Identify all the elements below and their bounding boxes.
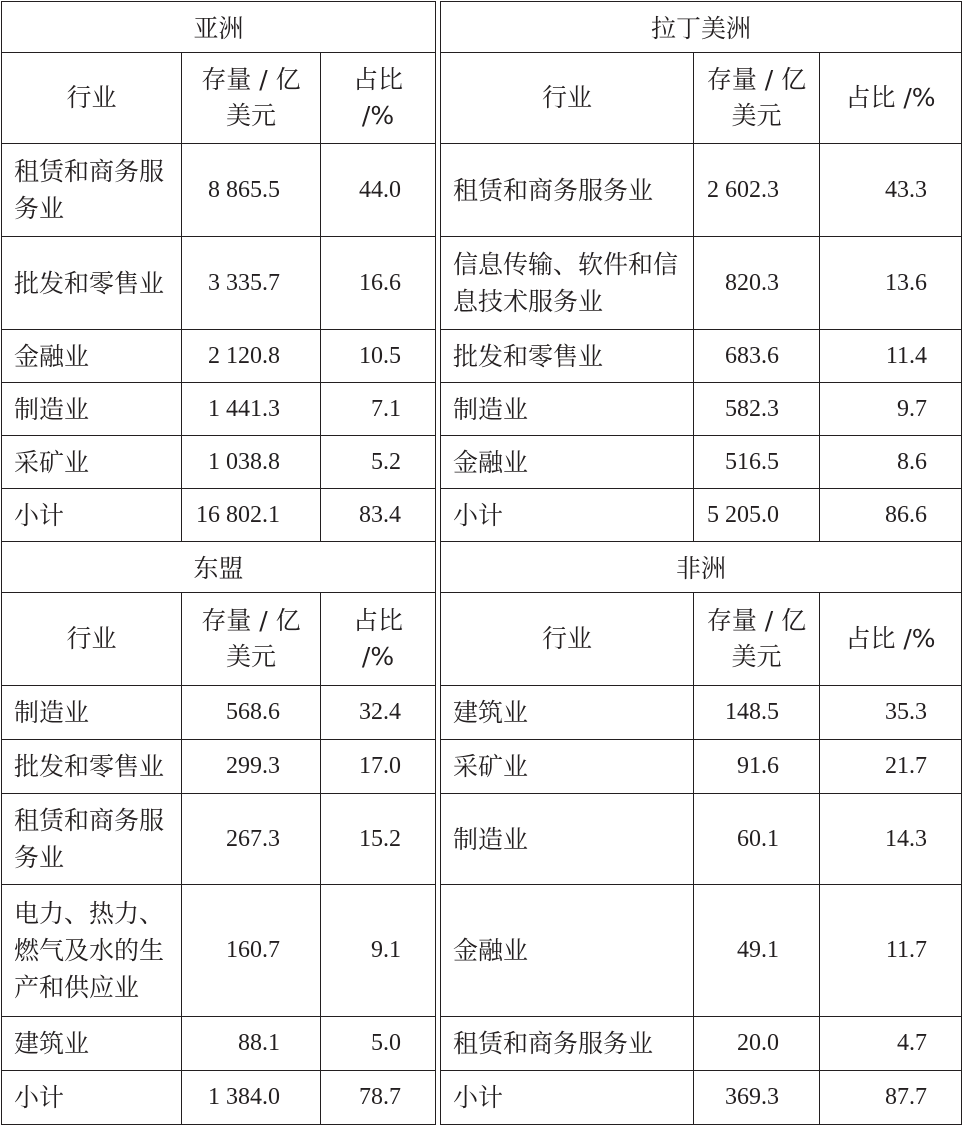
header-share: 占比 /% xyxy=(321,593,436,686)
stock-cell: 5 205.0 xyxy=(694,489,820,542)
stock-cell: 683.6 xyxy=(694,330,820,383)
region-title-asean: 东盟 xyxy=(2,542,436,593)
stock-cell: 820.3 xyxy=(694,237,820,330)
subtotal-row xyxy=(441,1071,962,1125)
header-stock: 存量 / 亿美元 xyxy=(694,53,820,144)
table-row xyxy=(2,144,436,237)
stock-cell: 1 441.3 xyxy=(182,383,321,436)
table-row xyxy=(441,885,962,1017)
region-title-africa: 非洲 xyxy=(441,542,962,593)
industry-cell: 采矿业 xyxy=(2,436,182,489)
industry-cell: 小计 xyxy=(2,489,182,542)
industry-cell: 制造业 xyxy=(2,686,182,740)
table-row xyxy=(441,383,962,436)
industry-cell: 采矿业 xyxy=(441,740,694,794)
stock-cell: 88.1 xyxy=(182,1017,321,1071)
stock-cell: 8 865.5 xyxy=(182,144,321,237)
industry-cell: 租赁和商务服务业 xyxy=(2,794,182,885)
share-cell: 78.7 xyxy=(321,1071,436,1125)
industry-cell: 电力、热力、燃气及水的生产和供应业 xyxy=(2,885,182,1017)
table-row xyxy=(2,686,436,740)
share-cell: 86.6 xyxy=(820,489,962,542)
header-stock: 存量 / 亿美元 xyxy=(694,593,820,686)
table-row xyxy=(2,383,436,436)
subtotal-row xyxy=(2,1071,436,1125)
stock-cell: 20.0 xyxy=(694,1017,820,1071)
share-cell: 15.2 xyxy=(321,794,436,885)
asia-table xyxy=(1,1,436,542)
industry-cell: 建筑业 xyxy=(441,686,694,740)
stock-cell: 369.3 xyxy=(694,1071,820,1125)
share-cell: 17.0 xyxy=(321,740,436,794)
share-cell: 10.5 xyxy=(321,330,436,383)
share-cell: 32.4 xyxy=(321,686,436,740)
table-row xyxy=(441,686,962,740)
industry-cell: 批发和零售业 xyxy=(441,330,694,383)
header-share: 占比 /% xyxy=(820,53,962,144)
share-cell: 83.4 xyxy=(321,489,436,542)
stock-cell: 148.5 xyxy=(694,686,820,740)
table-row xyxy=(2,794,436,885)
region-title-asia: 亚洲 xyxy=(2,2,436,53)
share-cell: 14.3 xyxy=(820,794,962,885)
subtotal-row xyxy=(441,489,962,542)
share-cell: 8.6 xyxy=(820,436,962,489)
industry-cell: 小计 xyxy=(2,1071,182,1125)
industry-cell: 金融业 xyxy=(2,330,182,383)
share-cell: 11.4 xyxy=(820,330,962,383)
asean-table xyxy=(1,541,436,1125)
share-cell: 4.7 xyxy=(820,1017,962,1071)
stock-cell: 60.1 xyxy=(694,794,820,885)
stock-cell: 582.3 xyxy=(694,383,820,436)
latam-table xyxy=(440,1,962,542)
header-industry: 行业 xyxy=(441,593,694,686)
table-row xyxy=(2,885,436,1017)
subtotal-row xyxy=(2,489,436,542)
share-cell: 35.3 xyxy=(820,686,962,740)
stock-cell: 160.7 xyxy=(182,885,321,1017)
header-industry: 行业 xyxy=(441,53,694,144)
stock-cell: 2 120.8 xyxy=(182,330,321,383)
share-cell: 11.7 xyxy=(820,885,962,1017)
industry-cell: 租赁和商务服务业 xyxy=(2,144,182,237)
header-industry: 行业 xyxy=(2,53,182,144)
share-cell: 5.2 xyxy=(321,436,436,489)
header-stock: 存量 / 亿美元 xyxy=(182,593,321,686)
table-row xyxy=(2,740,436,794)
industry-cell: 租赁和商务服务业 xyxy=(441,144,694,237)
industry-cell: 批发和零售业 xyxy=(2,237,182,330)
industry-cell: 制造业 xyxy=(441,383,694,436)
table-row xyxy=(2,436,436,489)
stock-cell: 299.3 xyxy=(182,740,321,794)
share-cell: 21.7 xyxy=(820,740,962,794)
stock-cell: 568.6 xyxy=(182,686,321,740)
table-row xyxy=(441,1017,962,1071)
table-row xyxy=(441,740,962,794)
stock-cell: 1 384.0 xyxy=(182,1071,321,1125)
africa-table xyxy=(440,541,962,1125)
share-cell: 9.7 xyxy=(820,383,962,436)
stock-cell: 516.5 xyxy=(694,436,820,489)
stock-cell: 267.3 xyxy=(182,794,321,885)
table-row xyxy=(441,330,962,383)
header-industry: 行业 xyxy=(2,593,182,686)
stock-cell: 2 602.3 xyxy=(694,144,820,237)
region-title-latam: 拉丁美洲 xyxy=(441,2,962,53)
industry-cell: 信息传输、软件和信息技术服务业 xyxy=(441,237,694,330)
industry-cell: 制造业 xyxy=(441,794,694,885)
industry-cell: 批发和零售业 xyxy=(2,740,182,794)
share-cell: 9.1 xyxy=(321,885,436,1017)
table-row xyxy=(441,794,962,885)
header-share: 占比 /% xyxy=(820,593,962,686)
share-cell: 43.3 xyxy=(820,144,962,237)
share-cell: 87.7 xyxy=(820,1071,962,1125)
share-cell: 5.0 xyxy=(321,1017,436,1071)
stock-cell: 3 335.7 xyxy=(182,237,321,330)
stock-cell: 91.6 xyxy=(694,740,820,794)
stock-cell: 1 038.8 xyxy=(182,436,321,489)
share-cell: 13.6 xyxy=(820,237,962,330)
industry-cell: 小计 xyxy=(441,489,694,542)
share-cell: 44.0 xyxy=(321,144,436,237)
table-row xyxy=(441,144,962,237)
share-cell: 7.1 xyxy=(321,383,436,436)
industry-cell: 建筑业 xyxy=(2,1017,182,1071)
header-share: 占比 /% xyxy=(321,53,436,144)
stock-cell: 16 802.1 xyxy=(182,489,321,542)
header-stock: 存量 / 亿美元 xyxy=(182,53,321,144)
stock-cell: 49.1 xyxy=(694,885,820,1017)
table-row xyxy=(441,237,962,330)
industry-cell: 租赁和商务服务业 xyxy=(441,1017,694,1071)
table-row xyxy=(2,1017,436,1071)
share-cell: 16.6 xyxy=(321,237,436,330)
industry-cell: 小计 xyxy=(441,1071,694,1125)
table-row xyxy=(441,436,962,489)
industry-cell: 制造业 xyxy=(2,383,182,436)
table-row xyxy=(2,330,436,383)
table-row xyxy=(2,237,436,330)
industry-cell: 金融业 xyxy=(441,885,694,1017)
industry-cell: 金融业 xyxy=(441,436,694,489)
